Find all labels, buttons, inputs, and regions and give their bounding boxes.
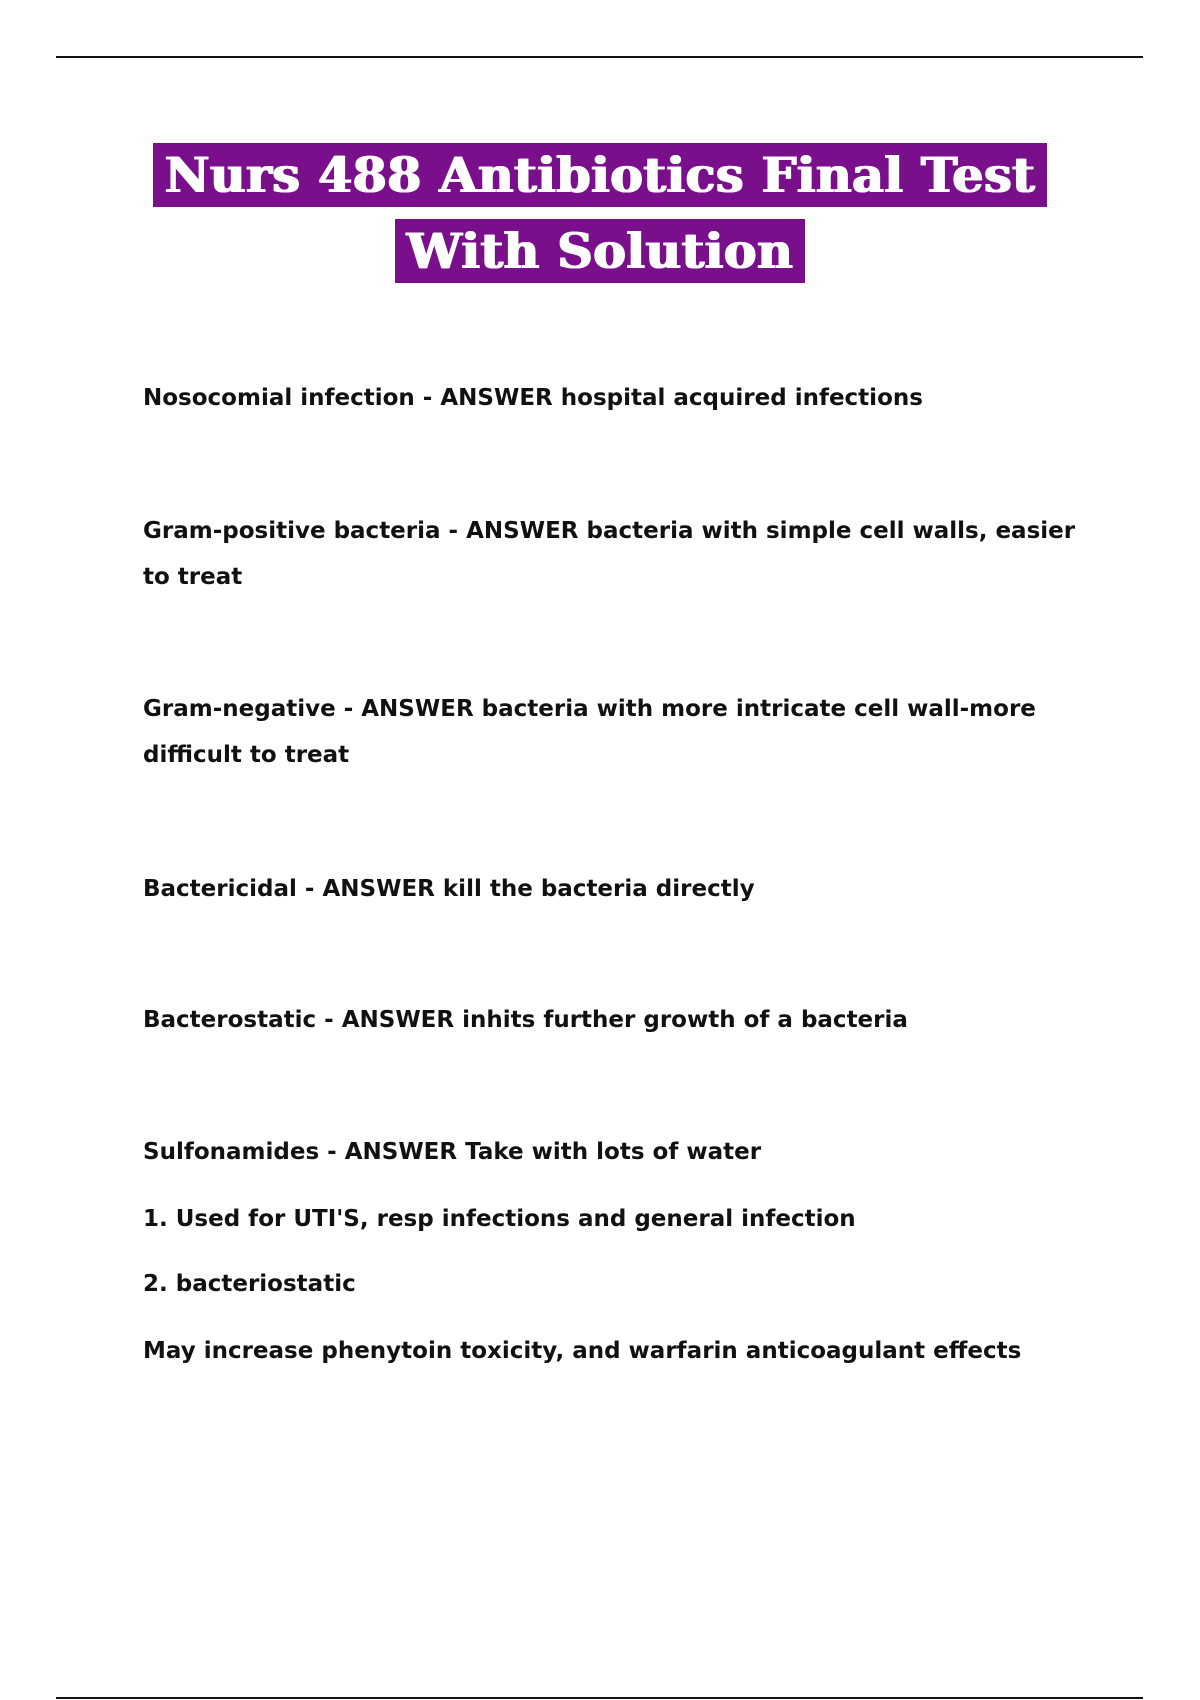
sulfonamide-note-2: 2. bacteriostatic [143, 1271, 356, 1297]
sulfonamide-note-3: May increase phenytoin toxicity, and warfarin anticoagulant effects [143, 1338, 1022, 1364]
entry-term: Sulfonamides [143, 1139, 320, 1165]
qa-entry-bactericidal [143, 866, 1093, 912]
entry-answer: bacteria with more intricate cell wall-more difficult to treat [143, 696, 1036, 768]
top-rule [56, 56, 1143, 58]
entry-answer: hospital acquired infections [560, 385, 923, 411]
page-title-line-1: Nurs 488 Antibiotics Final Test [153, 143, 1048, 207]
qa-entry-gram-positive [143, 508, 1093, 600]
entry-answer: Take with lots of water [465, 1139, 762, 1165]
entry-term: Gram-negative [143, 696, 336, 722]
entry-term: Bacterostatic [143, 1007, 317, 1033]
title-block [0, 143, 1200, 283]
entry-separator: - ANSWER [414, 385, 561, 411]
bottom-rule [56, 1697, 1143, 1699]
entry-separator: - ANSWER [440, 518, 587, 544]
page-title-line-2: With Solution [395, 219, 805, 283]
entry-separator: - ANSWER [316, 1007, 463, 1033]
entry-separator: - ANSWER [296, 876, 443, 902]
entry-term: Bactericidal [143, 876, 297, 902]
sulfonamide-note-1: 1. Used for UTI'S, resp infections and general infection [143, 1206, 856, 1232]
qa-entry-bacterostatic [143, 997, 1093, 1043]
entry-term: Gram-positive bacteria [143, 518, 441, 544]
qa-entry-sulfonamides [143, 1129, 1093, 1175]
entry-answer: kill the bacteria directly [442, 876, 755, 902]
qa-entry-gram-negative [143, 686, 1093, 778]
qa-entry-nosocomial [143, 375, 1093, 421]
entry-answer: inhits further growth of a bacteria [462, 1007, 908, 1033]
entry-term: Nosocomial infection [143, 385, 415, 411]
entry-answer: bacteria with simple cell walls, easier to treat [143, 518, 1076, 590]
entry-separator: - ANSWER [335, 696, 482, 722]
entry-separator: - ANSWER [319, 1139, 466, 1165]
